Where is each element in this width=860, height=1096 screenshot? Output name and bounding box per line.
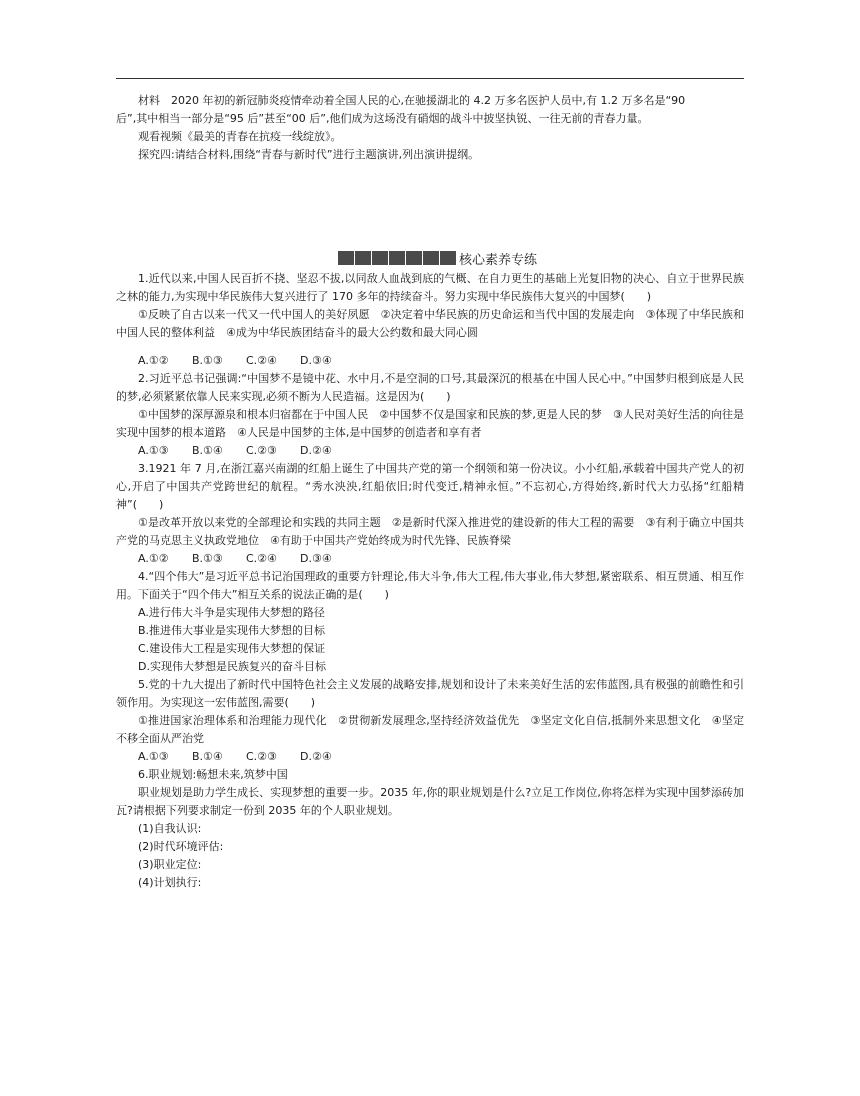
q6-part-2: (2)时代环境评估:	[138, 840, 224, 853]
q1-stem: 1.近代以来,中国人民百折不挠、坚忍不拔,以同敌人血战到底的气概、在自力更生的基础上光复旧物的决心、自立于世界民族之林的能力,为实现中华民族伟大复兴进行了 170 多年的持续奋斗。努力实现中华民族伟大复兴的中国梦( )	[116, 272, 744, 303]
q4-choice-d: D.实现伟大梦想是民族复兴的奋斗目标	[138, 660, 326, 673]
q1-items: ①反映了自古以来一代又一代中国人的美好夙愿 ②决定着中华民族的历史命运和当代中国的发展走向 ③体现了中华民族和中国人民的整体利益 ④成为中华民族团结奋斗的最大公约数和最大同心圆	[116, 308, 744, 339]
header-rule	[116, 78, 744, 79]
q2-option-b: B.①④	[192, 444, 223, 457]
q2-items: ①中国梦的深厚源泉和根本归宿都在于中国人民 ②中国梦不仅是国家和民族的梦,更是人民的梦 ③人民对美好生活的向往是实现中国梦的根本道路 ④人民是中国梦的主体,是中国梦的创造者和享有者	[116, 408, 744, 439]
material-task: 探究四:请结合材料,围绕“青春与新时代”进行主题演讲,列出演讲提纲。	[138, 148, 480, 161]
q3-option-d: D.③④	[300, 552, 332, 565]
q1-option-b: B.①③	[192, 354, 223, 367]
q1-option-d: D.③④	[300, 354, 332, 367]
q6-part-3: (3)职业定位:	[138, 858, 202, 871]
q6-part-1: (1)自我认识:	[138, 822, 202, 835]
q1-option-c: C.②④	[246, 354, 277, 367]
q5-option-a: A.①③	[138, 750, 169, 763]
q3-option-b: B.①③	[192, 552, 223, 565]
heading-block-decoration	[406, 251, 422, 265]
q6-title: 6.职业规划:畅想未来,筑梦中国	[138, 768, 288, 781]
section-heading	[338, 249, 537, 267]
material-line-2: 后”,其中相当一部分是“95 后”甚至“00 后”,他们成为这场没有硝烟的战斗中披坚执锐、一往无前的青春力量。	[116, 112, 649, 125]
heading-block-decoration	[440, 251, 456, 265]
heading-block-decoration	[372, 251, 388, 265]
heading-block-decoration	[423, 251, 439, 265]
q2-options	[116, 442, 744, 460]
q4-stem: 4.“四个伟大”是习近平总书记治国理政的重要方针理论,伟大斗争,伟大工程,伟大事业,伟大梦想,紧密联系、相互贯通、相互作用。下面关于“四个伟大”相互关系的说法正确的是( )	[116, 570, 744, 601]
heading-block-decoration	[355, 251, 371, 265]
q2-stem: 2.习近平总书记强调:“中国梦不是镜中花、水中月,不是空洞的口号,其最深沉的根基在中国人民心中。”中国梦归根到底是人民的梦,必须紧紧依靠人民来实现,必须不断为人民造福。这是因为( )	[116, 372, 744, 403]
q6-part-4: (4)计划执行:	[138, 876, 202, 889]
q4-choice-b: B.推进伟大事业是实现伟大梦想的目标	[138, 624, 326, 637]
q2-option-d: D.②④	[300, 444, 332, 457]
q5-stem: 5.党的十九大提出了新时代中国特色社会主义发展的战略安排,规划和设计了未来美好生活的宏伟蓝图,具有极强的前瞻性和引领作用。为实现这一宏伟蓝图,需要( )	[116, 678, 744, 709]
material-block	[116, 92, 744, 164]
q1-option-a: A.①②	[138, 354, 169, 367]
q3-option-a: A.①②	[138, 552, 169, 565]
heading-block-decoration	[338, 251, 354, 265]
q4-choice-a: A.进行伟大斗争是实现伟大梦想的路径	[138, 606, 325, 619]
heading-block-decoration	[389, 251, 405, 265]
q2-option-c: C.②③	[246, 444, 277, 457]
q2-option-a: A.①③	[138, 444, 169, 457]
q5-option-b: B.①④	[192, 750, 223, 763]
q4-choice-c: C.建设伟大工程是实现伟大梦想的保证	[138, 642, 326, 655]
section-heading-text: 核心素养专练	[459, 252, 538, 268]
q5-options	[116, 748, 744, 766]
q5-option-d: D.②④	[300, 750, 332, 763]
q5-items: ①推进国家治理体系和治理能力现代化 ②贯彻新发展理念,坚持经济效益优先 ③坚定文化自信,抵制外来思想文化 ④坚定不移全面从严治党	[116, 714, 744, 745]
q3-items: ①是改革开放以来党的全部理论和实践的共同主题 ②是新时代深入推进党的建设新的伟大工程的需要 ③有利于确立中国共产党的马克思主义执政党地位 ④有助于中国共产党始终成为时代先锋、民族脊梁	[116, 516, 744, 547]
q6-stem: 职业规划是助力学生成长、实现梦想的重要一步。2035 年,你的职业规划是什么?立足工作岗位,你将怎样为实现中国梦添砖加瓦?请根据下列要求制定一份到 2035 年的个人职业规划。	[116, 786, 744, 817]
q3-stem: 3.1921 年 7 月,在浙江嘉兴南湖的红船上诞生了中国共产党的第一个纲领和第一份决议。小小红船,承载着中国共产党人的初心,开启了中国共产党跨世纪的航程。“秀水泱泱,红船依旧;时代变迁,精神永恒。”不忘初心,方得始终,新时代大力弘扬“红船精神”( )	[116, 462, 744, 511]
questions-block	[116, 270, 744, 892]
q1-options	[116, 352, 744, 370]
material-video: 观看视频《最美的青春在抗疫一线绽放》。	[138, 130, 342, 143]
q3-options	[116, 550, 744, 568]
q3-option-c: C.②④	[246, 552, 277, 565]
material-line-1: 材料 2020 年初的新冠肺炎疫情牵动着全国人民的心,在驰援湖北的 4.2 万多名医护人员中,有 1.2 万多名是“90	[138, 94, 686, 107]
q5-option-c: C.②③	[246, 750, 277, 763]
